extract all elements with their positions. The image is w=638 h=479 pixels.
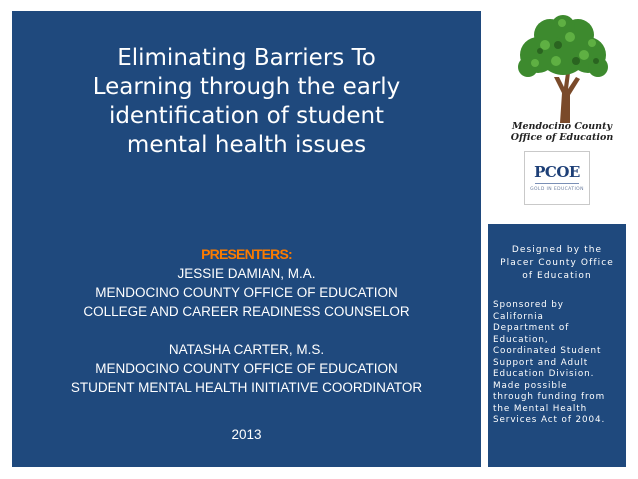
sponsored-line: Education Division. — [493, 369, 595, 379]
sponsored-line: the Mental Health — [493, 403, 588, 414]
presenter-organization: MENDOCINO COUNTY OFFICE OF EDUCATION — [95, 285, 398, 300]
presentation-year: 2013 — [231, 427, 262, 442]
sponsored-line: Support and Adult — [493, 357, 589, 368]
sponsored-line: Department of — [493, 323, 570, 333]
main-content-panel — [12, 11, 481, 467]
pcoe-logo-text: PCOE — [534, 163, 580, 181]
mendocino-logo-caption — [508, 121, 616, 143]
sidebar-panel — [488, 11, 626, 467]
sponsored-line: Services Act of 2004. — [493, 415, 606, 425]
designed-line: Designed by the — [511, 245, 603, 255]
spacer — [12, 397, 481, 416]
logo-area — [488, 11, 626, 224]
sponsored-line: Coordinated Student — [493, 346, 602, 356]
presenter-role: COLLEGE AND CAREER READINESS COUNSELOR — [83, 304, 410, 319]
presenters-heading: PRESENTERS: — [201, 246, 292, 262]
title-line: identification of student — [108, 103, 385, 129]
logo-caption-line: Office of Education — [510, 132, 614, 143]
title-line: Learning through the early — [92, 74, 401, 100]
presenter-name: JESSIE DAMIAN, M.A. — [177, 266, 316, 281]
sponsored-line: California — [493, 311, 544, 322]
pcoe-logo-divider — [535, 183, 579, 184]
title-line: mental health issues — [126, 132, 367, 158]
sponsored-line: Sponsored by — [493, 300, 564, 310]
sidebar-info — [488, 224, 626, 467]
designed-line: Placer County Office — [500, 258, 614, 268]
pcoe-logo-tagline: GOLD IN EDUCATION — [530, 187, 584, 192]
designed-line: of Education — [522, 271, 592, 281]
presenter-role: STUDENT MENTAL HEALTH INITIATIVE COORDINATOR — [70, 380, 423, 395]
sponsorship-text — [493, 300, 625, 427]
presenter-name: NATASHA CARTER, M.S. — [168, 342, 325, 357]
designed-by-text — [492, 244, 622, 283]
sponsored-line: Education, — [493, 334, 549, 345]
sponsored-line: Made possible — [493, 380, 568, 391]
title-line: Eliminating Barriers To — [117, 45, 376, 71]
logo-caption-line: Mendocino County — [511, 121, 612, 132]
pcoe-logo — [524, 151, 590, 205]
presenter-organization: MENDOCINO COUNTY OFFICE OF EDUCATION — [95, 361, 398, 376]
presenters-block — [12, 245, 481, 444]
sponsored-line: through funding from — [493, 392, 606, 402]
mendocino-tree-logo-icon — [510, 15, 616, 123]
slide-title — [12, 44, 481, 160]
spacer — [12, 321, 481, 340]
